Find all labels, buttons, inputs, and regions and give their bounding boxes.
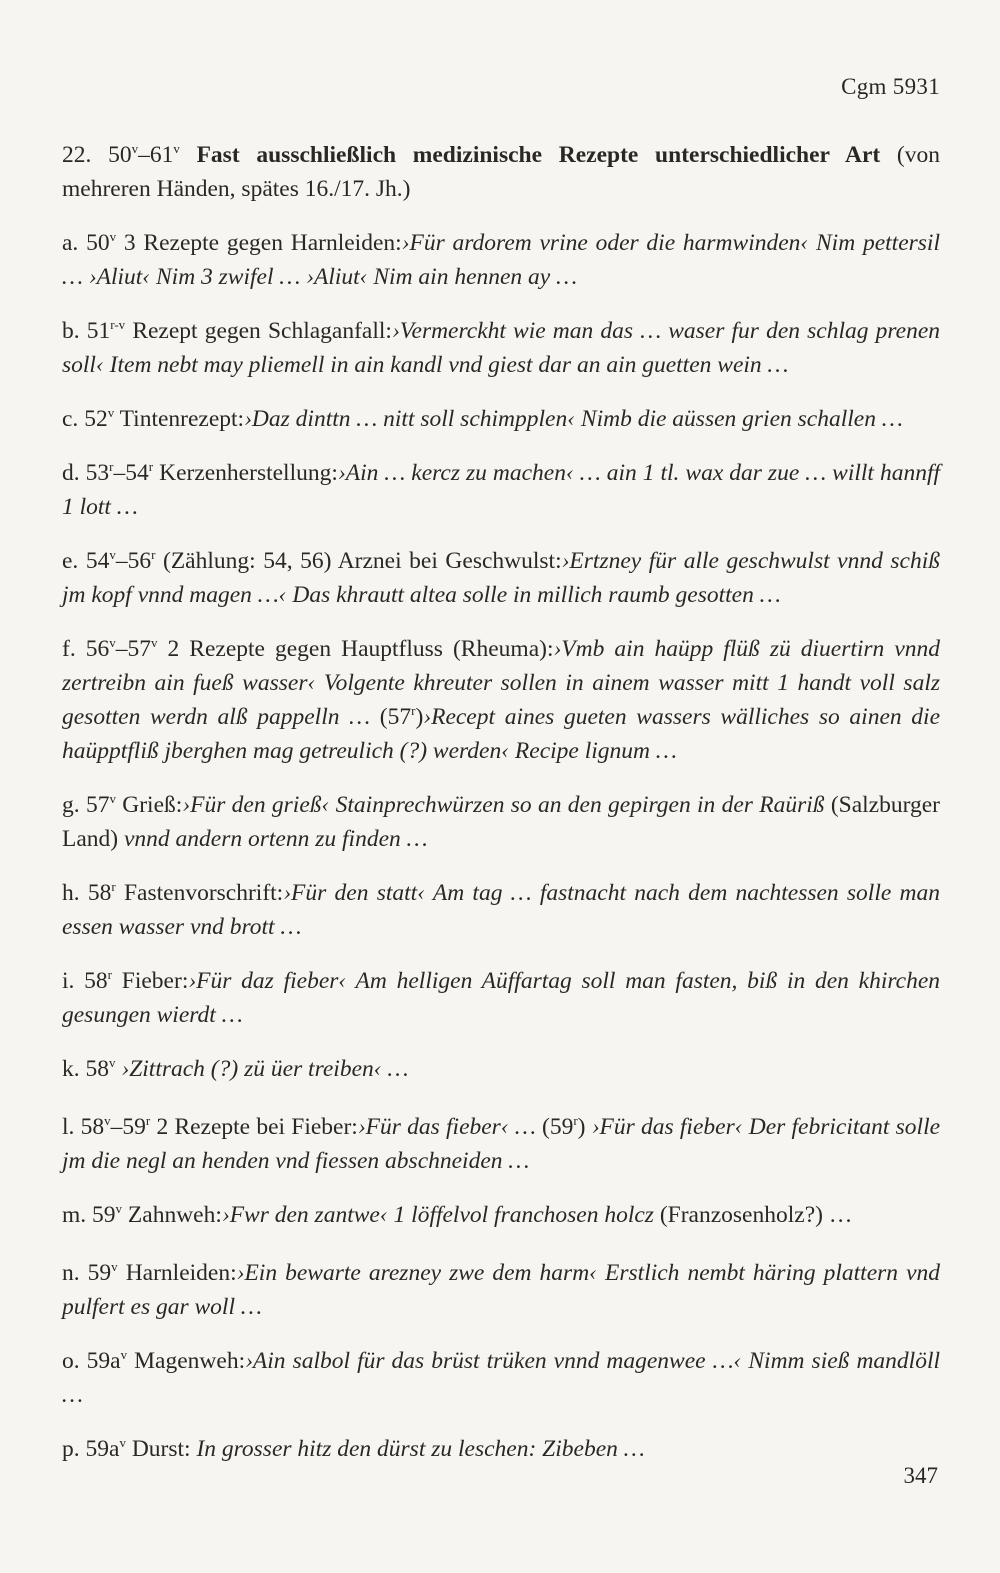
running-title: Cgm 5931 bbox=[841, 74, 940, 99]
entry-i bbox=[62, 964, 940, 1032]
entry-text-secondary: ›Recept aines gueten wassers wälliches so ainen die haüpptfliß jberghen mag getreulich (?) werden‹ Recipe lignum … bbox=[62, 704, 941, 764]
entry-label: 2 Rezepte gegen Hauptfluss (Rheuma): bbox=[167, 636, 554, 662]
entry-label: Magenweh: bbox=[134, 1348, 246, 1374]
entry-text: ›Fwr den zantwe‹ 1 löffelvol franchosen holcz bbox=[221, 1202, 654, 1228]
entry-gloss: (Salzburger Land) bbox=[62, 792, 941, 852]
entry-folio: $59a^v$ bbox=[86, 1347, 128, 1374]
section-folio-range: 50$^v$–61$^v$ bbox=[108, 141, 180, 168]
section-title: Fast ausschließlich medizinische Rezepte unterschiedlicher Art bbox=[196, 142, 881, 168]
entry-letter: b. bbox=[62, 318, 80, 344]
entry-text: ›Vermerckht wie man das … waser fur den schlag prenen soll‹ Item nebt may pliemell in ain kandl vnd giest dar an ain guetten wein … bbox=[62, 318, 941, 378]
entry-label: Fieber: bbox=[121, 968, 189, 994]
entry-label: Durst: bbox=[131, 1436, 191, 1462]
entry-folio: 59$^v$ bbox=[87, 1259, 118, 1286]
entry-text: ›Daz dinttn … nitt soll schimpplen‹ Nimb die aüssen grien schallen … bbox=[244, 406, 903, 432]
entry-text: ›Vmb ain haüpp flüß zü diuertirn vnnd zertreibn ain fueß wasser‹ Volgente khreuter sollen in ainem wasser mitt 1 handt voll salz gesotten werdn alß pappelln … bbox=[62, 636, 941, 730]
entry-label: Harnleiden: bbox=[125, 1260, 237, 1286]
entry-letter: o. bbox=[62, 1348, 80, 1374]
entry-text: ›Ertzney für alle geschwulst vnnd schiß jm kopf vnnd magen …‹ Das khrautt altea solle in millich raumb gesotten … bbox=[62, 548, 941, 608]
entry-k bbox=[62, 1052, 940, 1086]
entry-letter: d. bbox=[62, 460, 80, 486]
entry-folio: $59a^v$ bbox=[85, 1435, 126, 1462]
entry-text: ›Für den grieß‹ Stainprechwürzen so an den gepirgen in der Raüriß bbox=[182, 792, 825, 818]
entry-letter: c. bbox=[62, 406, 79, 432]
entry-folio: 53$^r$–54$^r$ bbox=[85, 459, 154, 486]
entry-letter: g. bbox=[62, 792, 80, 818]
entry-e bbox=[62, 544, 940, 612]
section-heading bbox=[62, 138, 940, 206]
entry-p bbox=[62, 1432, 940, 1466]
entry-g bbox=[62, 788, 940, 856]
entry-label: Grieß: bbox=[122, 792, 183, 818]
entry-letter: l. bbox=[62, 1114, 75, 1140]
entry-folio-secondary: (57$^r$) bbox=[379, 703, 424, 730]
entry-folio: 52$^v$ bbox=[84, 405, 115, 432]
entry-label: Fastenvorschrift: bbox=[123, 880, 284, 906]
section-note: (von mehreren Händen, spätes 16./17. Jh.) bbox=[62, 142, 940, 202]
entry-letter: a. bbox=[62, 230, 79, 256]
entry-letter: f. bbox=[62, 636, 76, 662]
entry-text: ›Für den statt‹ Am tag … fastnacht nach dem nachtessen solle man essen wasser vnd brott … bbox=[62, 880, 941, 940]
entry-letter: i. bbox=[62, 968, 75, 994]
catalog-content bbox=[62, 138, 940, 1490]
entry-text: ›Für ardorem vrine oder die harmwinden‹ Nim pettersil … ›Aliut‹ Nim 3 zwifel … ›Aliut‹ Nim ain hennen ay … bbox=[62, 230, 940, 290]
entry-letter: p. bbox=[62, 1436, 80, 1462]
entry-text: ›Für daz fieber‹ Am helligen Aüffartag soll man fasten, biß in den khirchen gesungen wierdt … bbox=[62, 968, 941, 1028]
entry-label: (Zählung: 54, 56) Arznei bei Geschwulst: bbox=[163, 548, 562, 574]
entry-m bbox=[62, 1198, 940, 1232]
entry-text: ›Ain salbol für das brüst trüken vnnd magenwee …‹ Nimm sieß mandlöll … bbox=[62, 1348, 941, 1408]
entry-folio: 51$^{r-v}$ bbox=[86, 317, 126, 344]
entry-folio: 54$^v$–56$^r$ bbox=[85, 547, 156, 574]
entry-folio: 56$^v$–57$^v$ bbox=[85, 635, 158, 662]
entry-text: ›Zittrach (?) zü üer treiben‹ … bbox=[121, 1056, 409, 1082]
entry-text-secondary: vnnd andern ortenn zu finden … bbox=[124, 826, 428, 852]
entry-folio: 57$^v$ bbox=[85, 791, 116, 818]
entry-letter: h. bbox=[62, 880, 80, 906]
entry-c bbox=[62, 402, 940, 436]
entry-letter: e. bbox=[62, 548, 79, 574]
entry-text-secondary: ›Für das fieber‹ Der febricitant solle jm die negl an henden vnd fiessen abschneiden … bbox=[62, 1114, 941, 1174]
entry-label: Zahnweh: bbox=[127, 1202, 222, 1228]
entry-text: In grosser hitz den dürst zu leschen: Zibeben … bbox=[196, 1436, 645, 1462]
entry-folio: 50$^v$ bbox=[86, 229, 117, 256]
entry-l bbox=[62, 1110, 940, 1178]
entry-text: ›Ain … kercz zu machen‹ … ain 1 tl. wax dar zue … willt hannff 1 lott … bbox=[62, 460, 941, 520]
entry-letter: n. bbox=[62, 1260, 80, 1286]
entry-letter: m. bbox=[62, 1202, 87, 1228]
entry-text: ›Ein bewarte arezney zwe dem harm‹ Erstlich nembt häring plattern vnd pulfert es gar woll … bbox=[62, 1260, 940, 1320]
entry-folio-secondary: (59$^r$) bbox=[542, 1113, 586, 1140]
entry-b bbox=[62, 314, 940, 382]
entry-folio: 58$^r$ bbox=[87, 879, 116, 906]
section-number: 22. bbox=[62, 142, 92, 168]
entry-folio: 58$^r$ bbox=[84, 967, 113, 994]
entry-label: 2 Rezepte bei Fieber: bbox=[156, 1114, 358, 1140]
entry-f bbox=[62, 632, 940, 768]
entry-label: 3 Rezepte gegen Harnleiden: bbox=[123, 230, 402, 256]
entry-n bbox=[62, 1256, 940, 1324]
entry-text: ›Für das fieber‹ … bbox=[357, 1114, 536, 1140]
entry-folio: 58$^v$ bbox=[85, 1055, 116, 1082]
entry-gloss: (Franzosenholz?) … bbox=[659, 1202, 853, 1228]
page-number: 347 bbox=[903, 1463, 938, 1488]
entry-folio: 59$^v$ bbox=[92, 1201, 123, 1228]
entry-label: Rezept gegen Schlaganfall: bbox=[132, 318, 392, 344]
entry-h bbox=[62, 876, 940, 944]
entry-label: Tintenrezept: bbox=[119, 406, 245, 432]
entry-letter: k. bbox=[62, 1056, 80, 1082]
entry-a bbox=[62, 226, 940, 294]
entry-folio: 58$^v$–59$^r$ bbox=[80, 1113, 151, 1140]
entry-label: Kerzenherstellung: bbox=[159, 460, 338, 486]
entry-o bbox=[62, 1344, 940, 1412]
entry-d bbox=[62, 456, 940, 524]
